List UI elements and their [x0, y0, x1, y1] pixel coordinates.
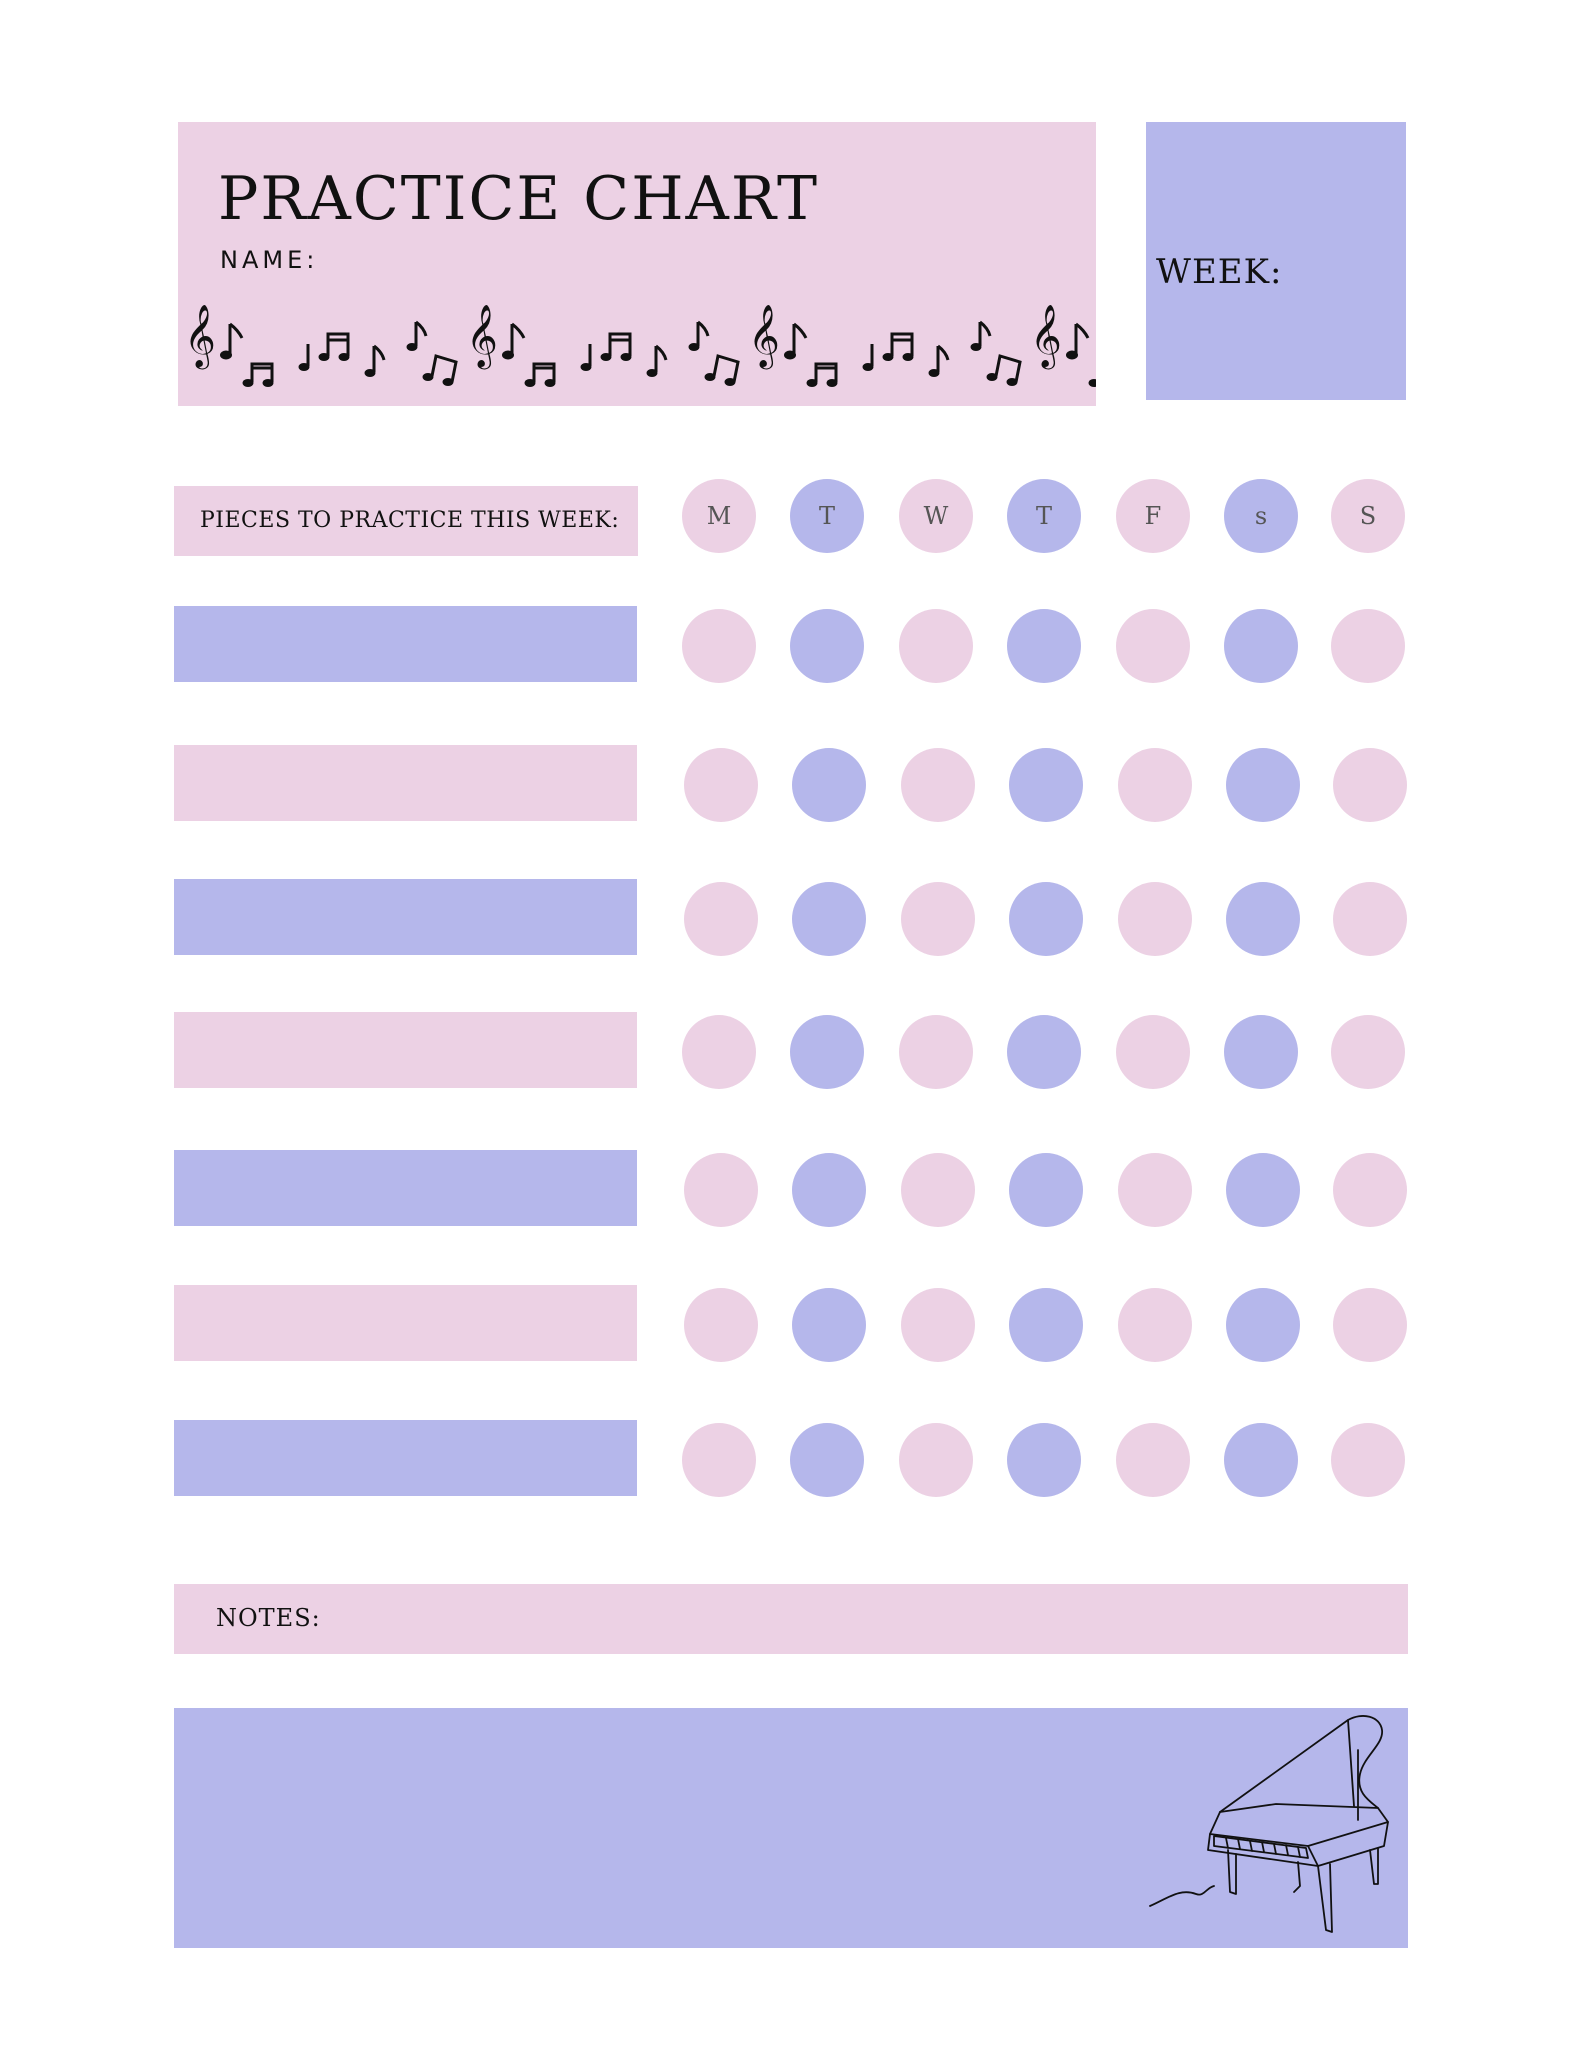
check-circle[interactable] [1224, 1423, 1298, 1497]
piece-field-3[interactable] [174, 879, 637, 955]
check-circle[interactable] [1118, 1288, 1192, 1362]
check-circle[interactable] [901, 1153, 975, 1227]
pieces-header [174, 486, 638, 556]
check-circle[interactable] [899, 1423, 973, 1497]
svg-text:𝄞: 𝄞 [184, 304, 216, 367]
check-circle[interactable] [790, 1423, 864, 1497]
check-circle[interactable] [1333, 748, 1407, 822]
check-circle[interactable] [1118, 882, 1192, 956]
piece-field-4[interactable] [174, 1012, 637, 1088]
week-label: WEEK: [1156, 252, 1283, 292]
notes-header [174, 1584, 1408, 1654]
day-wednesday: W [899, 479, 973, 553]
piece-field-5[interactable] [174, 1150, 637, 1226]
piece-field-2[interactable] [174, 745, 637, 821]
check-circle[interactable] [682, 1423, 756, 1497]
check-circle[interactable] [792, 748, 866, 822]
check-circle[interactable] [684, 1288, 758, 1362]
check-circle[interactable] [901, 1288, 975, 1362]
check-circle[interactable] [1009, 1153, 1083, 1227]
check-circle[interactable] [1118, 1153, 1192, 1227]
check-circle[interactable] [1333, 1153, 1407, 1227]
check-circle[interactable] [790, 1015, 864, 1089]
check-circle[interactable] [1333, 1288, 1407, 1362]
check-circle[interactable] [899, 1015, 973, 1089]
check-circle[interactable] [901, 748, 975, 822]
check-circle[interactable] [682, 609, 756, 683]
check-circle[interactable] [684, 1153, 758, 1227]
check-circle[interactable] [1009, 882, 1083, 956]
check-circle[interactable] [792, 1153, 866, 1227]
notes-area[interactable] [174, 1708, 1408, 1948]
check-circle[interactable] [1226, 1288, 1300, 1362]
check-circle[interactable] [1116, 1015, 1190, 1089]
check-circle[interactable] [790, 609, 864, 683]
grand-piano-icon [1148, 1708, 1408, 1948]
check-circle[interactable] [1331, 1015, 1405, 1089]
day-saturday: s [1224, 479, 1298, 553]
day-friday: F [1116, 479, 1190, 553]
check-circle[interactable] [899, 609, 973, 683]
piece-field-1[interactable] [174, 606, 637, 682]
check-circle[interactable] [1007, 1015, 1081, 1089]
pieces-label: PIECES TO PRACTICE THIS WEEK: [200, 508, 620, 533]
check-circle[interactable] [684, 748, 758, 822]
check-circle[interactable] [1331, 609, 1405, 683]
check-circle[interactable] [682, 1015, 756, 1089]
check-circle[interactable] [1118, 748, 1192, 822]
check-circle[interactable] [1009, 748, 1083, 822]
check-circle[interactable] [1226, 882, 1300, 956]
check-circle[interactable] [1116, 1423, 1190, 1497]
check-circle[interactable] [792, 882, 866, 956]
check-circle[interactable] [1226, 1153, 1300, 1227]
music-notes-icon [182, 292, 1096, 392]
piece-field-6[interactable] [174, 1285, 637, 1361]
check-circle[interactable] [1224, 1015, 1298, 1089]
check-circle[interactable] [792, 1288, 866, 1362]
notes-label: NOTES: [216, 1604, 321, 1632]
check-circle[interactable] [684, 882, 758, 956]
check-circle[interactable] [901, 882, 975, 956]
check-circle[interactable] [1226, 748, 1300, 822]
check-circle[interactable] [1007, 609, 1081, 683]
day-thursday: T [1007, 479, 1081, 553]
check-circle[interactable] [1009, 1288, 1083, 1362]
week-box [1146, 122, 1406, 400]
name-label: NAME: [220, 246, 319, 274]
check-circle[interactable] [1224, 609, 1298, 683]
check-circle[interactable] [1007, 1423, 1081, 1497]
check-circle[interactable] [1331, 1423, 1405, 1497]
day-monday: M [682, 479, 756, 553]
day-sunday: S [1331, 479, 1405, 553]
check-circle[interactable] [1116, 609, 1190, 683]
check-circle[interactable] [1333, 882, 1407, 956]
day-tuesday: T [790, 479, 864, 553]
piece-field-7[interactable] [174, 1420, 637, 1496]
header-box [178, 122, 1096, 406]
page-title: PRACTICE CHART [218, 164, 819, 234]
